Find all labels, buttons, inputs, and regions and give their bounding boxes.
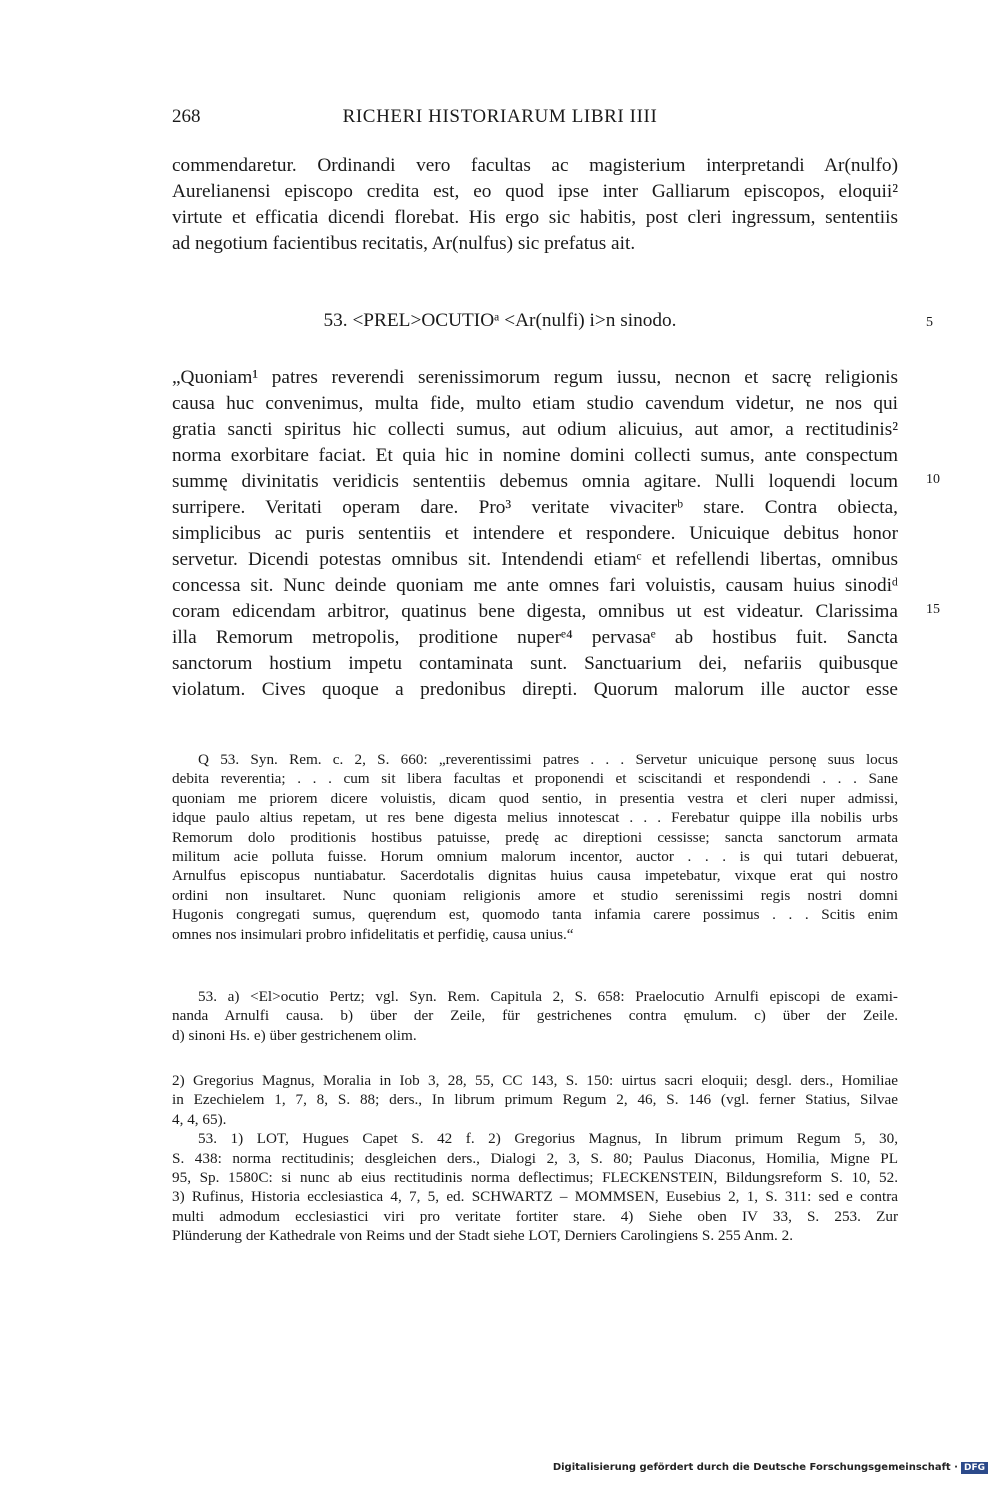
note-line: nanda Arnulfi causa. b) über der Zeile, für gestrichenes contra ęmulum. c) über der Zeile. [172, 1007, 898, 1025]
intro-paragraph [172, 153, 898, 257]
text-line: ad negotium facientibus recitatis, Ar(nulfus) sic prefatus ait. [172, 233, 636, 254]
text-line: sanctorum hostium impetu contaminata sunt. Sanctuarium dei, nefariis quibusque [172, 653, 898, 674]
critical-apparatus [172, 987, 898, 1045]
note-line: 53. 1) LOT, Hugues Capet S. 42 f. 2) Gregorius Magnus, In librum primum Regum 5, 30, [198, 1130, 898, 1148]
note-line: 3) Rufinus, Historia ecclesiastica 4, 7, 5, ed. SCHWARTZ – MOMMSEN, Eusebius 2, 1, S. 311: sed e contra [172, 1188, 898, 1206]
note-line: Plünderung der Kathedrale von Reims und der Stadt siehe LOT, Derniers Carolingiens S. 255 Anm. 2. [172, 1227, 794, 1245]
note-line: 53. a) <El>ocutio Pertz; vgl. Syn. Rem. Capitula 2, S. 658: Praelocutio Arnulfi episcopi de exami- [198, 988, 898, 1005]
note-line: 95, Sp. 1580C: si nunc ab eius rectitudinis norma deflectimus; FLECKENSTEIN, Bildungsreform S. 10, 52. [172, 1169, 898, 1187]
line-number: 10 [926, 472, 940, 487]
text-line: gratia sancti spiritus hic collecti sumus, aut odium alicuius, aut amor, a rectitudinis² [172, 419, 898, 440]
note-line: ordini non insultaret. Nunc quoniam religionis amore et studio serenissimi regis nostri domni [172, 886, 898, 904]
note-line: in Ezechielem 1, 7, 8, S. 88; ders., In librum primum Regum 2, 46, S. 146 (vgl. ferner Statius, Silvae [172, 1091, 898, 1109]
text-line: summę divinitatis veridicis sententiis debemus omnia agitare. Nulli loquendi locum [172, 471, 898, 492]
note-line: omnes nos insimulari probro infidelitatis et perfidię, causa unius.“ [172, 925, 574, 943]
note-line: Remorum dolo proditionis hostibus patuisse, predę ac direptioni cessisse; sancta sanctorum armata [172, 828, 898, 846]
line-number: 15 [926, 602, 940, 617]
text-line: illa Remorum metropolis, proditione nuperᵉ⁴ pervasaᵉ ab hostibus fuit. Sancta [172, 627, 898, 648]
text-line: causa huc convenimus, multa fide, multo etiam studio cavendum videtur, ne nos qui [172, 393, 898, 414]
text-line: violatum. Cives quoque a predonibus direpti. Quorum malorum ille auctor esse [172, 679, 898, 700]
note-line: militum acie polluta fuisse. Horum omnium malorum incentor, auctor . . . is qui tutari debuerat, [172, 848, 898, 866]
note-line: d) sinoni Hs. e) über gestrichenem olim. [172, 1026, 417, 1044]
text-line: servetur. Dicendi potestas omnibus sit. Intendendi etiamᶜ et refellendi libertas, omnibus [172, 549, 898, 570]
chapter-heading: 53. <PREL>OCUTIOᵃ <Ar(nulfi) i>n sinodo. [323, 310, 677, 331]
chapter-text [172, 365, 898, 703]
line-number: 5 [926, 315, 933, 330]
note-line: 2) Gregorius Magnus, Moralia in Iob 3, 28, 55, CC 143, S. 150: uirtus sacri eloquii; desgl. ders., Homiliae [172, 1072, 898, 1089]
text-line: norma exorbitare faciat. Et quia hic in nomine domini collecti sumus, ante conspectum [172, 445, 898, 466]
dfg-logo: DFG [961, 1462, 988, 1474]
text-line: coram edicendam arbitror, quatinus bene digesta, omnibus ut est videatur. Clarissima [172, 601, 898, 622]
commentary-notes [172, 1071, 898, 1246]
note-line: 4, 4, 65). [172, 1110, 227, 1128]
note-line: Arnulfus episcopus nuntiabatur. Sacerdotalis dignitas huius causa impetebatur, vixque erat qui nostro [172, 867, 898, 885]
funding-notice [553, 1462, 988, 1474]
note-line: debita reverentia; . . . cum sit libera facultas et proponendi et sciscitandi et respondendi . . . Sane [172, 770, 898, 788]
text-line: simplicibus ac puris sententiis et intendere et respondere. Unicuique debitus honor [172, 523, 898, 544]
source-notes [172, 750, 898, 944]
text-line: „Quoniam¹ patres reverendi serenissimorum regum iussu, necnon et sacrę religionis [172, 367, 898, 388]
page-number: 268 [172, 106, 201, 127]
funding-notice-text: Digitalisierung gefördert durch die Deutsche Forschungsgemeinschaft · [552, 1462, 958, 1473]
running-title: RICHERI HISTORIARUM LIBRI IIII [342, 106, 658, 127]
text-line: Aurelianensi episcopo credita est, eo quod ipse inter Galliarum episcopos, eloquii² [172, 181, 898, 202]
text-line: commendaretur. Ordinandi vero facultas ac magisterium interpretandi Ar(nulfo) [172, 155, 898, 176]
note-line: Hugonis congregati sumus, quęrendum est, quomodo tanta infamia carere possimus . . . Scitis enim [172, 906, 898, 924]
note-line: quoniam me priorem dicere voluistis, dicam quod sentio, in presentia vestra et cleri nuper admissi, [172, 789, 898, 807]
text-line: concessa sit. Nunc deinde quoniam me ante omnes fari voluistis, causam huius sinodiᵈ [172, 575, 898, 596]
text-line: virtute et efficatia dicendi florebat. His ergo sic habitis, post cleri ingressum, sententiis [172, 207, 898, 228]
note-line: multi admodum ecclesiastici viri pro veritate fortiter stare. 4) Siehe oben IV 33, S. 253. Zur [172, 1207, 898, 1225]
note-line: idque paulo altius repetam, ut res bene digesta melius innotescat . . . Ferebatur quippe illa nobilis urbs [172, 809, 898, 827]
note-line: Q 53. Syn. Rem. c. 2, S. 660: „reverentissimi patres . . . Servetur unicuique personę suus locus [198, 751, 898, 768]
note-line: S. 438: norma rectitudinis; desgleichen ders., Dialogi 2, 3, S. 80; Paulus Diaconus, Homilia, Migne PL [172, 1149, 898, 1167]
text-line: surripere. Veritati operam dare. Pro³ veritate vivaciterᵇ stare. Contra obiecta, [172, 497, 898, 518]
